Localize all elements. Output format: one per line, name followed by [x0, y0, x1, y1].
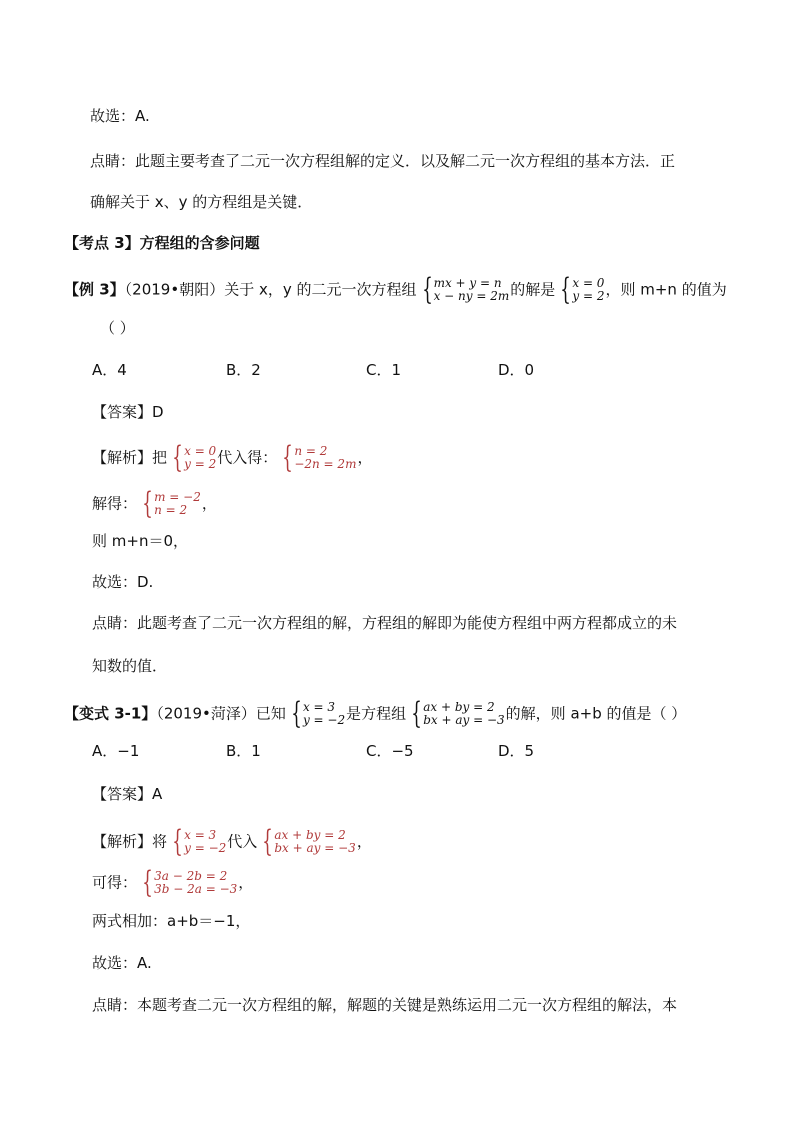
sys-row: y = −2: [184, 841, 227, 855]
solve-end: ，: [201, 494, 217, 513]
variant31-analysis: [92, 824, 372, 859]
sys-row: y = −2: [302, 713, 346, 727]
variant31-get-system: { 3a − 2b = 2 3b − 2a = −3: [142, 865, 238, 900]
sys-row: ax + by = 2: [423, 700, 495, 714]
variant31-analysis-system-1: { x = 3 y = −2: [172, 824, 227, 859]
example3-comment-a: 点睛：此题考查了二元一次方程组的解，方程组的解即为能使方程组中两方程都成立的未: [92, 614, 678, 632]
example3-paren: （ ）: [100, 319, 135, 337]
variant31-tag: 【变式 3-1】: [64, 704, 157, 723]
analysis-end: ，: [356, 832, 372, 851]
example3-question: [64, 272, 727, 307]
sys-row: bx + ay = −3: [423, 713, 505, 727]
sys-row: x = 0: [184, 444, 217, 458]
sys-row: ax + by = 2: [274, 828, 346, 842]
get-end: ，: [238, 873, 254, 892]
example3-option-d: D．0: [498, 361, 535, 379]
example3-comment-b: 知数的值．: [92, 657, 168, 675]
sys-row: 3a − 2b = 2: [154, 869, 228, 883]
example3-option-a: A．4: [92, 361, 127, 379]
sys-row: bx + ay = −3: [274, 841, 356, 855]
example3-tag: 【例 3】: [64, 280, 125, 299]
variant31-answer: 【答案】A: [92, 785, 163, 803]
variant31-option-d: D．5: [498, 742, 535, 760]
choose-line-1: 故选：A.: [90, 107, 150, 125]
analysis-mid: 代入: [227, 832, 258, 851]
variant31-system-1: { x = 3 y = −2: [291, 696, 346, 731]
example3-solve-system: { m = −2 n = 2: [142, 486, 201, 521]
variant31-choose: 故选：A.: [92, 954, 152, 972]
example3-mid: 的解是: [510, 280, 556, 299]
comment-line-1b: 确解关于 x、y 的方程组是关键．: [90, 193, 313, 211]
example3-system-1: { mx + y = n x − ny = 2m: [421, 272, 510, 307]
variant31-sum: 两式相加：a+b＝−1，: [92, 912, 251, 930]
example3-source: （2019•朝阳）关于 x，y 的二元一次方程组: [124, 280, 417, 299]
example3-solve: [92, 486, 217, 521]
variant31-option-b: B．1: [226, 742, 261, 760]
variant31-system-2: { ax + by = 2 bx + ay = −3: [411, 696, 505, 731]
sys-row: y = 2: [572, 289, 605, 303]
sys-row: x = 0: [572, 276, 605, 290]
example3-choose: 故选：D.: [92, 573, 154, 591]
sys-row: mx + y = n: [433, 276, 502, 290]
sys-row: y = 2: [184, 457, 217, 471]
sys-row: n = 2: [294, 444, 328, 458]
sys-row: x = 3: [302, 700, 336, 714]
analysis-mid: 代入得：: [217, 448, 278, 467]
variant31-option-c: C．−5: [366, 742, 414, 760]
variant31-analysis-system-2: { ax + by = 2 bx + ay = −3: [262, 824, 356, 859]
example3-analysis: [92, 440, 373, 475]
example3-analysis-system-2: { n = 2 −2n = 2m: [282, 440, 357, 475]
sys-row: n = 2: [154, 503, 188, 517]
get-label: 可得：: [92, 873, 138, 892]
variant31-question: [64, 696, 687, 731]
example3-analysis-system-1: { x = 0 y = 2: [172, 440, 217, 475]
variant31-comment: 点睛：本题考查二元一次方程组的解，解题的关键是熟练运用二元一次方程组的解法，本: [92, 996, 678, 1014]
variant31-tail: 的解，则 a+b 的值是（ ）: [505, 704, 687, 723]
sys-row: −2n = 2m: [294, 457, 357, 471]
analysis-end: ，: [357, 448, 373, 467]
example3-option-c: C．1: [366, 361, 402, 379]
example3-tail: ，则 m+n 的值为: [605, 280, 727, 299]
variant31-get: [92, 865, 254, 900]
section-title: 【考点 3】方程组的含参问题: [64, 234, 260, 252]
example3-then: 则 m+n＝0，: [92, 532, 188, 550]
sys-row: x − ny = 2m: [433, 289, 510, 303]
sys-row: 3b − 2a = −3: [154, 882, 238, 896]
solve-label: 解得：: [92, 494, 138, 513]
variant31-source: （2019•菏泽）已知: [156, 704, 286, 723]
example3-option-b: B．2: [226, 361, 261, 379]
example3-system-2: { x = 0 y = 2: [560, 272, 605, 307]
comment-line-1a: 点睛：此题主要考查了二元一次方程组解的定义．以及解二元一次方程组的基本方法．正: [90, 152, 676, 170]
variant31-mid: 是方程组: [346, 704, 407, 723]
sys-row: x = 3: [184, 828, 217, 842]
variant31-option-a: A．−1: [92, 742, 140, 760]
analysis-label: 【解析】把: [92, 448, 168, 467]
example3-answer: 【答案】D: [92, 403, 164, 421]
analysis-label: 【解析】将: [92, 832, 168, 851]
sys-row: m = −2: [154, 490, 201, 504]
